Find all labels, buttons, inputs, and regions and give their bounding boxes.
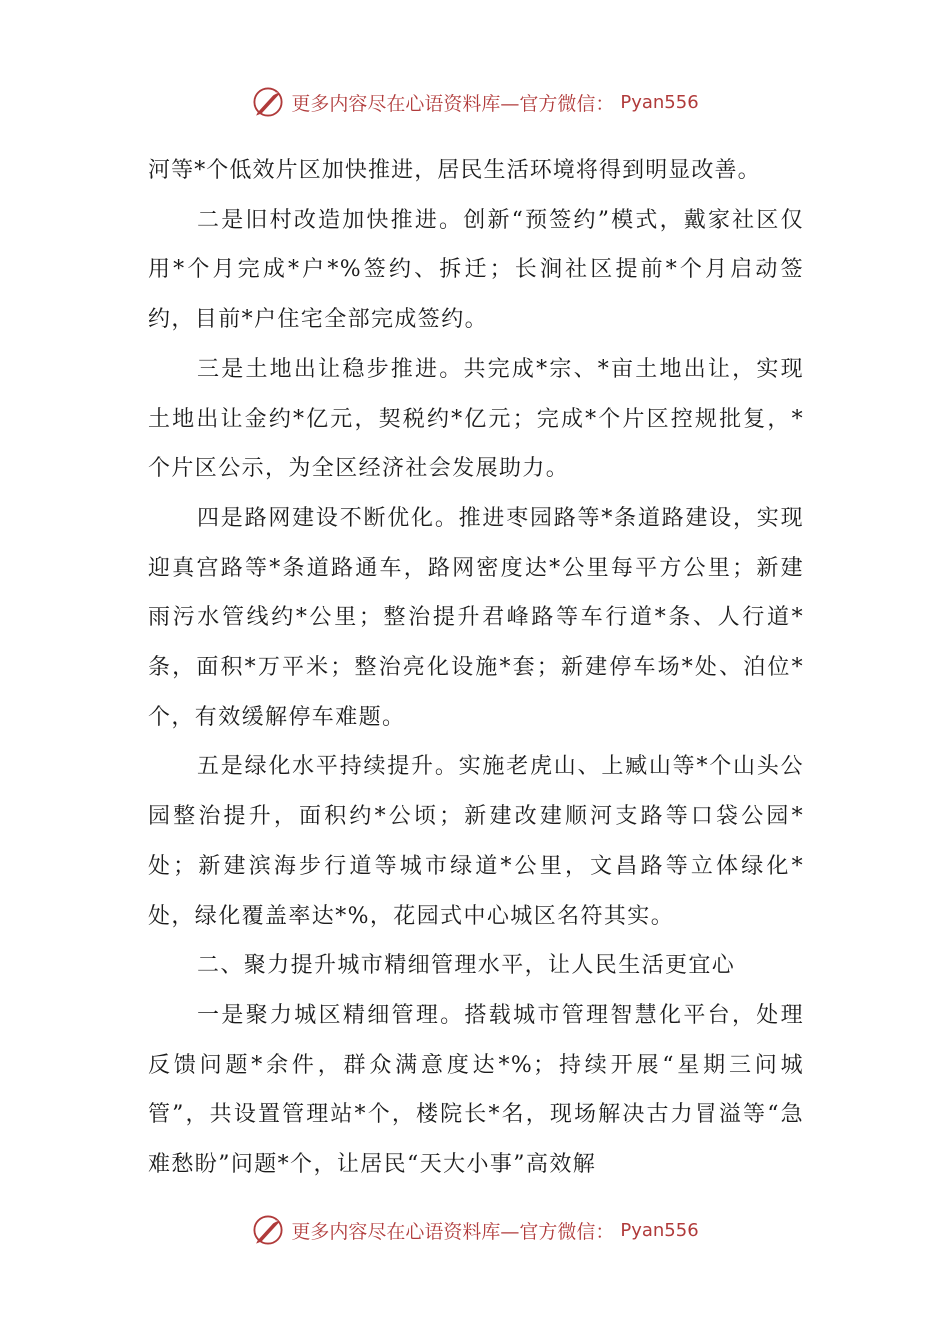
paragraph-road-network: 四是路网建设不断优化。推进枣园路等*条道路建设，实现迎真宫路等*条道路通车，路网密度达*公里每平方公里；新建雨污水管线约*公里；整治提升君峰路等车行道*条、人行道*条，面积*万平米；整治亮化设施*套；新建停车场*处、泊位*个，有效缓解停车难题。 xyxy=(148,505,804,730)
paragraph-old-village-renovation: 二是旧村改造加快推进。创新“预签约”模式，戴家社区仅用*个月完成*户*%签约、拆迁；长涧社区提前*个月启动签约，目前*户住宅全部完成签约。 xyxy=(148,207,804,333)
quill-pen-logo-icon xyxy=(251,1213,285,1247)
banner-wechat-id: Pyan556 xyxy=(620,1219,699,1241)
paragraph-continuation: 河等*个低效片区加快推进，居民生活环境将得到明显改善。 xyxy=(148,158,761,183)
document-body xyxy=(148,146,804,1190)
paragraph-land-transfer: 三是土地出让稳步推进。共完成*宗、*亩土地出让，实现土地出让金约*亿元，契税约*亿元；完成*个片区控规批复，*个片区公示，为全区经济社会发展助力。 xyxy=(148,356,804,482)
paragraph-greening: 五是绿化水平持续提升。实施老虎山、上臧山等*个山头公园整治提升，面积约*公顷；新建改建顺河支路等口袋公园*处；新建滨海步行道等城市绿道*公里，文昌路等立体绿化*处，绿化覆盖率达*%，花园式中心城区名符其实。 xyxy=(148,754,804,929)
banner-wechat-id: Pyan556 xyxy=(620,91,699,113)
quill-pen-logo-icon xyxy=(251,85,285,119)
banner-text: 更多内容尽在心语资料库—官方微信： xyxy=(291,1220,615,1243)
section-heading-fine-management: 二、聚力提升城市精细管理水平，让人民生活更宜心 xyxy=(197,953,736,979)
header-watermark-banner xyxy=(0,82,950,122)
banner-text: 更多内容尽在心语资料库—官方微信： xyxy=(291,92,615,115)
footer-watermark-banner xyxy=(0,1210,950,1250)
paragraph-urban-management: 一是聚力城区精细管理。搭载城市管理智慧化平台，处理反馈问题*余件，群众满意度达*%；持续开展“星期三问城管”，共设置管理站*个，楼院长*名，现场解决古力冒溢等“急难愁盼”问题*个，让居民“天大小事”高效解 xyxy=(148,1002,804,1178)
